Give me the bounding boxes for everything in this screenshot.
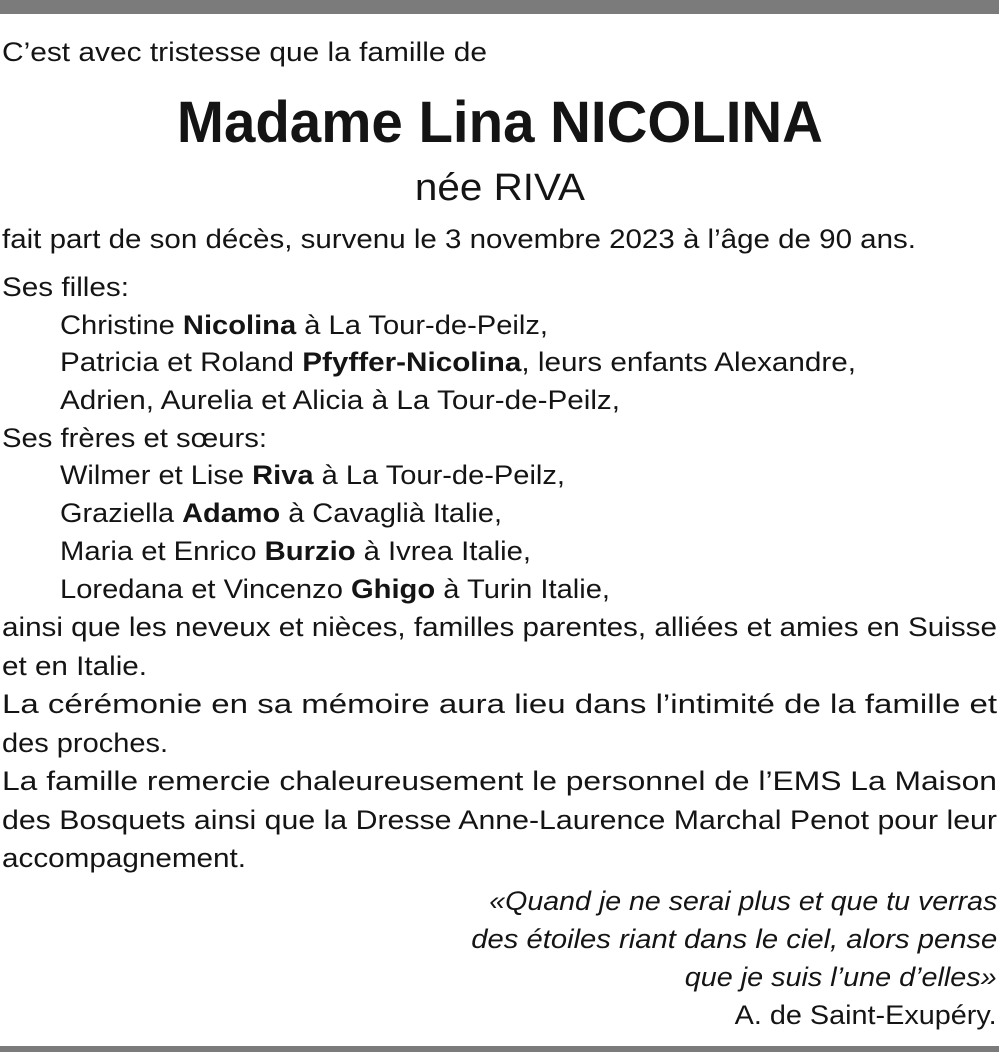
daughters-heading (2, 269, 997, 307)
paragraph-line: accompagnement. (2, 843, 246, 873)
family-entry (2, 533, 997, 571)
bottom-rule (0, 1046, 999, 1052)
family-entry-text (60, 307, 548, 345)
paragraph-line: ainsi que les neveux et nièces, familles parentes, alliées et amies en Suisse (2, 612, 997, 642)
entry-location: à Turin Italie, (435, 573, 611, 604)
entry-location: , leurs enfants Alexandre, (521, 347, 856, 378)
siblings-heading-text: Ses frères et sœurs: (2, 422, 268, 453)
family-entry (2, 382, 997, 420)
family-entry-text (60, 533, 531, 571)
paragraph-line: des Bosquets ainsi que la Dresse Anne-Laurence Marchal Penot pour leur (2, 804, 998, 835)
entry-surname: Riva (252, 460, 314, 491)
quote-line: que je suis l’une d’elles» (685, 962, 997, 992)
daughters-heading-text: Ses filles: (2, 272, 129, 302)
body-paragraphs (2, 608, 997, 878)
ceremony-paragraph (2, 685, 997, 762)
paragraph-line: et en Italie. (2, 650, 147, 681)
entry-surname: Nicolina (182, 309, 297, 340)
entry-location: à La Tour-de-Peilz, (296, 309, 548, 340)
entry-given-names: Graziella (60, 498, 183, 529)
family-entry (2, 495, 997, 533)
quote-line: «Quand je ne serai plus et que tu verras (488, 886, 997, 916)
quote-author: A. de Saint-Exupéry. (734, 1000, 997, 1030)
family-entry-text (60, 571, 610, 609)
announcement-text: fait part de son décès, survenu le 3 novembre 2023 à l’âge de 90 ans. (2, 224, 916, 254)
entry-location: à Cavaglià Italie, (280, 498, 502, 529)
entry-surname: Ghigo (350, 573, 436, 604)
paragraph-line: La famille remercie chaleureusement le personnel de l’EMS La Maison (2, 766, 997, 796)
entry-given-names: Adrien, Aurelia et Alicia à La Tour-de-Peilz, (60, 385, 621, 416)
family-entry (2, 571, 997, 609)
family-entry-text (60, 495, 502, 533)
closing-quote (2, 882, 997, 1034)
death-announcement (2, 221, 916, 259)
entry-given-names: Wilmer et Lise (60, 460, 253, 491)
family-entry (2, 457, 997, 495)
intro-text (2, 34, 488, 72)
entry-location: à La Tour-de-Peilz, (313, 460, 565, 491)
entry-surname: Burzio (264, 535, 356, 566)
quote-line: des étoiles riant dans le ciel, alors pense (470, 924, 997, 954)
paragraph-line: La cérémonie en sa mémoire aura lieu dans l’intimité de la famille et (2, 689, 998, 719)
entry-given-names: Patricia et Roland (60, 347, 303, 378)
family-entry-text (60, 457, 565, 495)
entry-location: à Ivrea Italie, (355, 535, 531, 566)
top-rule (0, 0, 999, 14)
maiden-name-text: née RIVA (414, 167, 585, 209)
deceased-name-text: Madame Lina NICOLINA (176, 90, 823, 155)
maiden-name (2, 165, 997, 211)
paragraph-line: des proches. (2, 727, 169, 758)
family-entry-text (60, 344, 856, 382)
family-entry-text (60, 382, 620, 420)
family-entry (2, 307, 997, 345)
family-list (2, 269, 997, 608)
entry-surname: Adamo (182, 498, 281, 529)
siblings-heading (2, 420, 997, 458)
entry-given-names: Loredana et Vincenzo (60, 573, 351, 604)
thanks-paragraph (2, 762, 997, 878)
entry-given-names: Christine (60, 309, 183, 340)
intro-label: C’est avec tristesse que la famille de (2, 37, 488, 67)
family-entry (2, 344, 997, 382)
entry-surname: Pfyffer-Nicolina (302, 347, 522, 378)
entry-given-names: Maria et Enrico (60, 535, 265, 566)
relatives-paragraph (2, 608, 997, 685)
deceased-name (2, 87, 997, 159)
